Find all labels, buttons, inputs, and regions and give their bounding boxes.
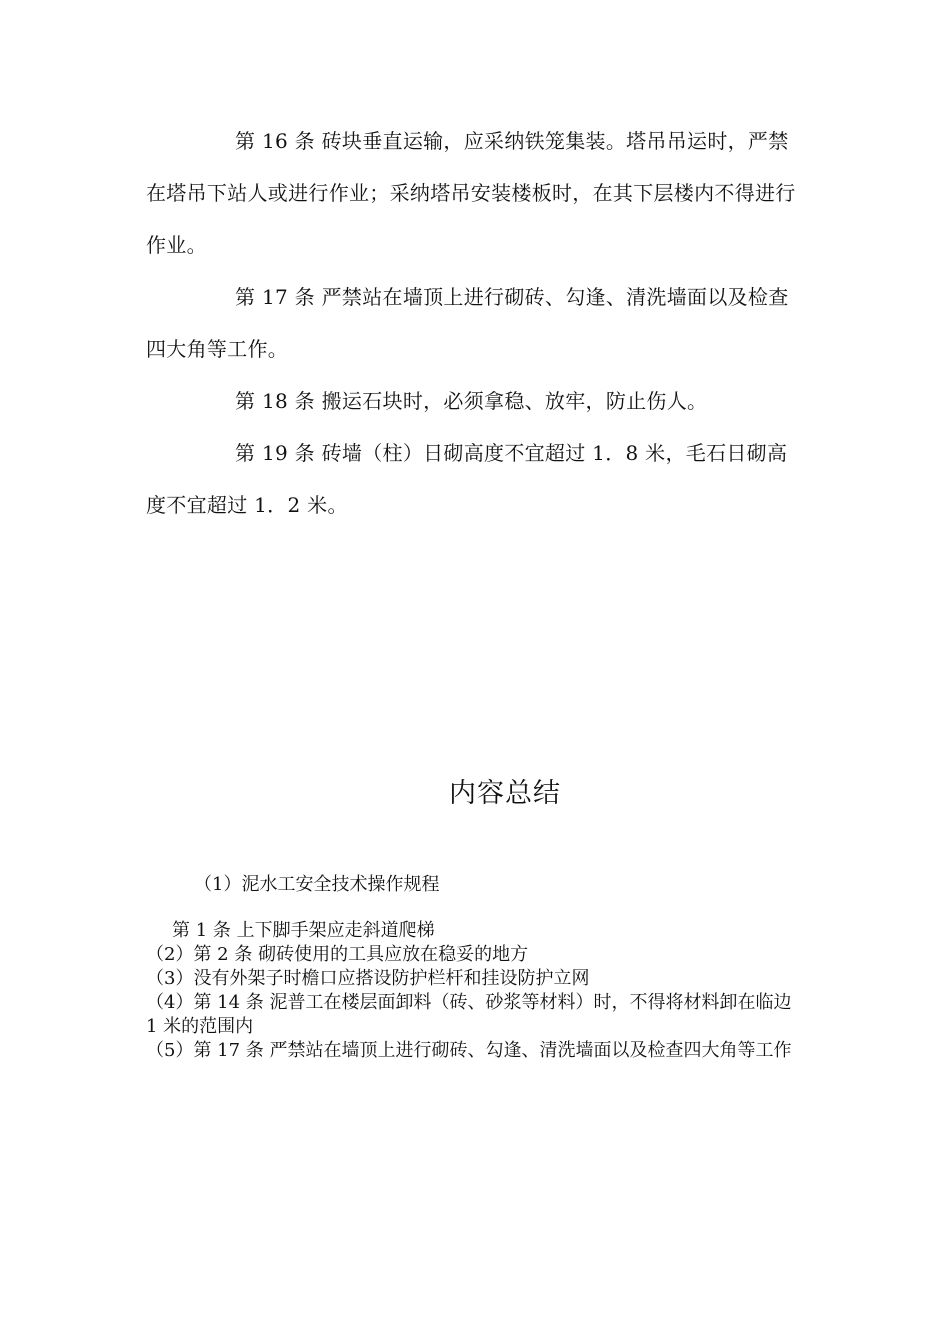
summary-item-1: （1）泥水工安全技术操作规程 — [194, 874, 440, 895]
summary-title: 内容总结 — [449, 778, 561, 809]
document-body — [146, 115, 806, 531]
paragraph-article-18: 第 18 条 搬运石块时，必须拿稳、放牢，防止伤人。 — [235, 389, 708, 413]
paragraph-article-19: 第 19 条 砖墙（柱）日砌高度不宜超过 1．8 米，毛石日砌高度不宜超过 1．2 米。 — [146, 441, 788, 517]
summary-item-1-detail: 第 1 条 上下脚手架应走斜道爬梯 — [172, 920, 435, 941]
paragraph-article-17: 第 17 条 严禁站在墙顶上进行砌砖、勾逢、清洗墙面以及检查四大角等工作。 — [146, 285, 789, 361]
summary-item-5: （5）第 17 条 严禁站在墙顶上进行砌砖、勾逢、清洗墙面以及检查四大角等工作 — [146, 1040, 792, 1061]
summary-item-3: （3）没有外架子时檐口应搭设防护栏杆和挂设防护立网 — [146, 968, 590, 989]
summary-item-2: （2）第 2 条 砌砖使用的工具应放在稳妥的地方 — [146, 944, 529, 965]
summary-list — [146, 873, 798, 1063]
paragraph-article-16: 第 16 条 砖块垂直运输，应采纳铁笼集装。塔吊吊运时，严禁在塔吊下站人或进行作业；采纳塔吊安装楼板时，在其下层楼内不得进行作业。 — [146, 129, 796, 257]
summary-item-4: （4）第 14 条 泥普工在楼层面卸料（砖、砂浆等材料）时，不得将材料卸在临边 1 米的范围内 — [146, 992, 792, 1037]
